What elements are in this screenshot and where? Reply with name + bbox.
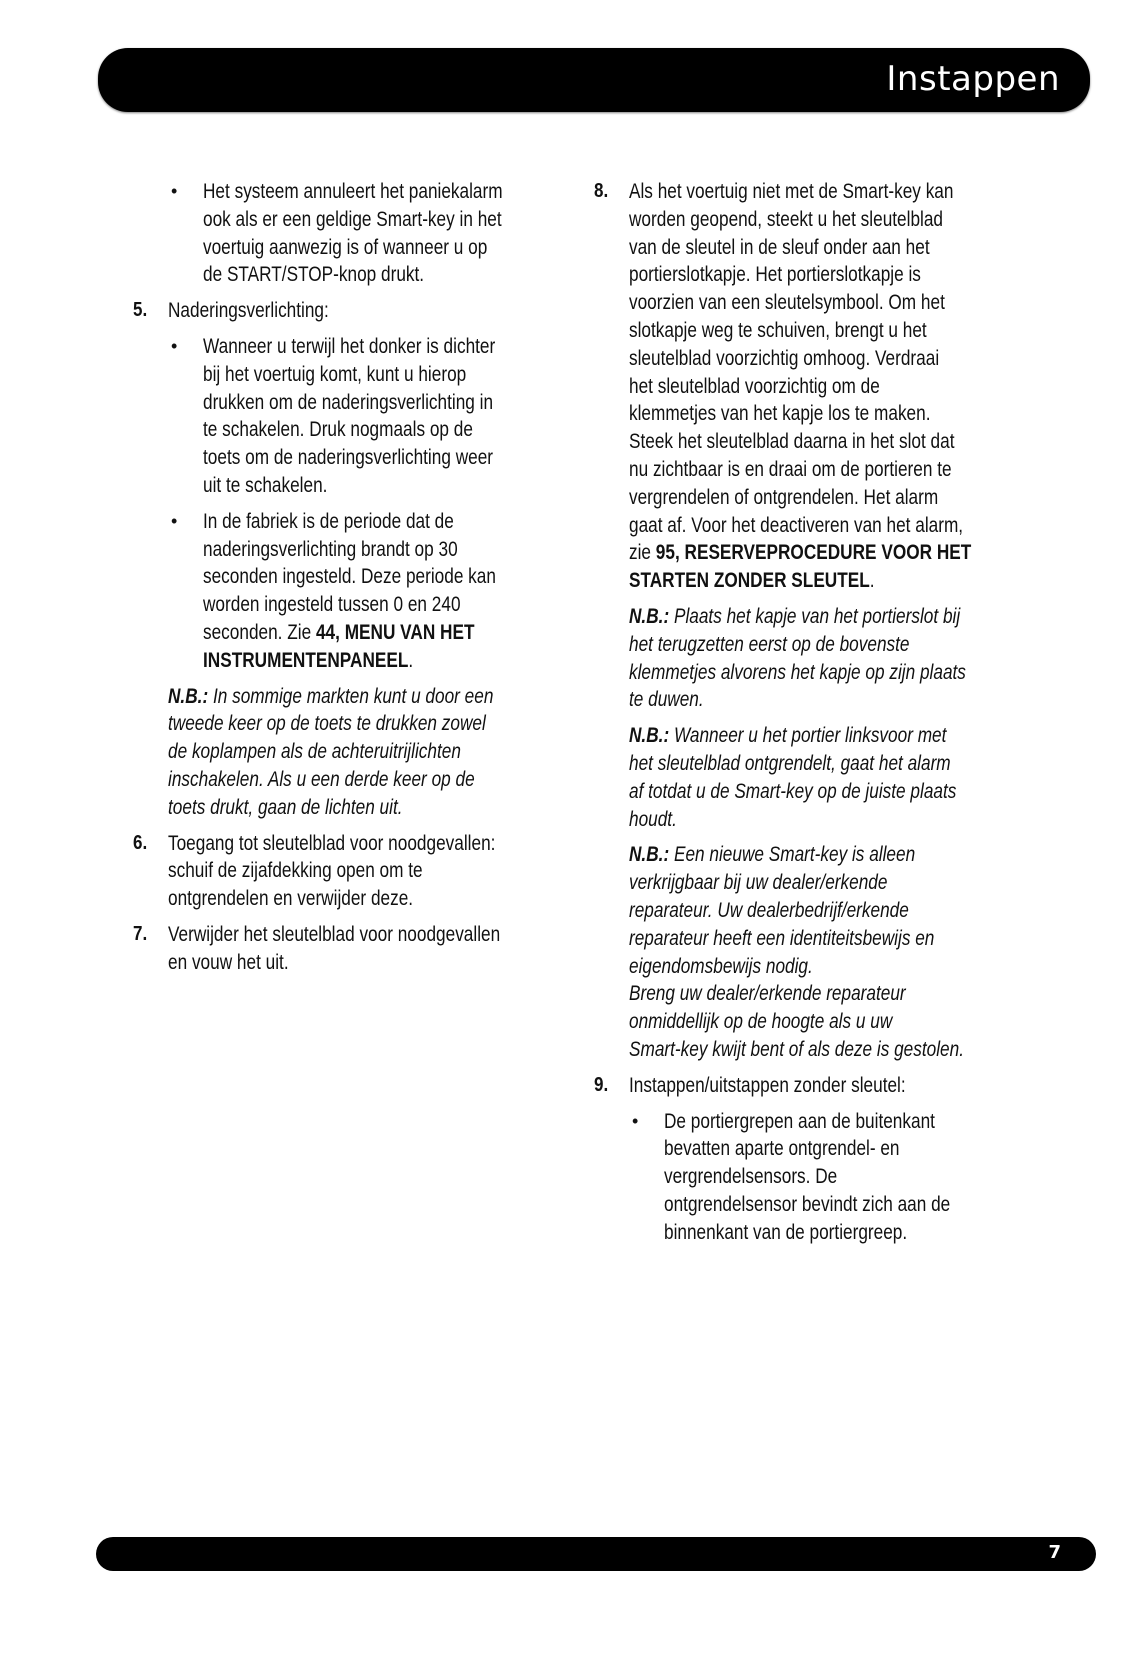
note-label: N.B.:: [168, 684, 209, 708]
note-first-line: N.B.: In sommige markten kunt u door een: [168, 684, 494, 708]
note-label: N.B.:: [629, 724, 670, 748]
text-line: verkrijgbaar bij uw dealer/erkende: [629, 871, 888, 895]
section-header-bar: [98, 48, 1090, 112]
text-line: te schakelen. Druk nogmaals op de: [203, 418, 473, 442]
item-number: 7.: [133, 922, 148, 945]
item-text: [168, 921, 573, 977]
cross-reference-line: STARTEN ZONDER SLEUTEL.: [629, 569, 875, 593]
text-line: Het systeem annuleert het paniekalarm: [203, 180, 503, 203]
page-number: 7: [1048, 1542, 1061, 1563]
note-text: [629, 750, 1044, 833]
note-headlamps: [133, 683, 573, 822]
list-item-6: [133, 830, 573, 913]
note-first-line: N.B.: Wanneer u het portier linksvoor met: [629, 724, 947, 748]
bullet-text: [664, 1108, 1044, 1247]
text-line: Als het voertuig niet met de Smart-key kan: [629, 180, 954, 203]
note-first-line: N.B.: Een nieuwe Smart-key is alleen: [629, 843, 916, 867]
text-line: het sleutelblad voorzichtig om de: [629, 374, 880, 398]
note-lock-cap: [594, 603, 1044, 714]
text-line: eigendomsbewijs nodig.: [629, 954, 813, 978]
text-line: reparateur heeft een identiteitsbewijs en: [629, 926, 935, 950]
text-line: klemmetjes alvorens het kapje op zijn plaats: [629, 660, 966, 684]
text-line: sleutelblad voorzichtig omhoog. Verdraai: [629, 346, 940, 370]
item-number: 8.: [594, 180, 609, 202]
cross-reference-line: zie 95, RESERVEPROCEDURE VOOR HET: [629, 541, 972, 565]
text-line: klemmetjes van het kapje los te maken.: [629, 402, 931, 426]
cross-reference-line: seconden. Zie 44, MENU VAN HET: [203, 620, 475, 644]
page-footer-bar: [96, 1537, 1096, 1571]
text-line: uit te schakelen.: [203, 473, 328, 497]
text-line: slotkapje weg te schuiven, brengt u het: [629, 318, 927, 342]
cross-reference-link[interactable]: 44, MENU VAN HET: [315, 620, 475, 644]
item-number: 9.: [594, 1073, 609, 1096]
text-line: Steek het sleutelblad daarna in het slot dat: [629, 430, 955, 454]
list-item-5: [133, 297, 573, 325]
bullet-text: [203, 178, 573, 289]
text-line: worden geopend, steekt u het sleutelblad: [629, 207, 944, 231]
bullet-text: [203, 508, 573, 619]
item-text: [629, 178, 1044, 539]
item-title: Instappen/uitstappen zonder sleutel:: [629, 1073, 906, 1097]
text-line: vergrendelsensors. De: [664, 1165, 838, 1189]
bullet-icon: •: [632, 1110, 639, 1131]
item-title: Naderingsverlichting:: [168, 299, 329, 323]
text-line: inschakelen. Als u een derde keer op de: [168, 767, 475, 791]
text-line: Toegang tot sleutelblad voor noodgevallen:: [168, 831, 496, 855]
text-line: te duwen.: [629, 688, 704, 712]
text-line: ontgrendelen en verwijder deze.: [168, 887, 414, 911]
text-line: portierslotkapje. Het portierslotkapje is: [629, 263, 921, 287]
item-number: 6.: [133, 831, 148, 854]
bullet-icon: •: [171, 510, 178, 531]
bullet-icon: •: [171, 181, 178, 201]
text-line: de koplampen als de achteruitrijlichten: [168, 740, 461, 764]
bullet-door-handle-sensors: [594, 1108, 1044, 1247]
text-line: Wanneer u terwijl het donker is dichter: [203, 334, 496, 358]
cross-reference-link[interactable]: INSTRUMENTENPANEEL: [203, 648, 409, 672]
cross-reference-link[interactable]: 95, RESERVEPROCEDURE VOOR HET: [655, 541, 972, 565]
text-line: vergrendelen of ontgrendelen. Het alarm: [629, 485, 939, 509]
cross-reference-line: INSTRUMENTENPANEEL.: [203, 648, 414, 672]
text-line: De portiergrepen aan de buitenkant: [664, 1109, 935, 1133]
note-alarm: [594, 722, 1044, 833]
text-line: gaat af. Voor het deactiveren van het alarm,: [629, 513, 964, 537]
text-line: het sleutelblad ontgrendelt, gaat het alarm: [629, 751, 951, 775]
text-line: onmiddellijk op de hoogte als u uw: [629, 1010, 893, 1034]
text-line: toets drukt, gaan de lichten uit.: [168, 795, 403, 819]
bullet-panic-alarm: [133, 178, 573, 289]
text-line: In de fabriek is de periode dat de: [203, 509, 454, 533]
text-line: en vouw het uit.: [168, 950, 289, 974]
text-line: reparateur. Uw dealerbedrijf/erkende: [629, 898, 909, 922]
text-line: het terugzetten eerst op de bovenste: [629, 632, 910, 656]
text-line: voorzien van een sleutelsymbool. Om het: [629, 291, 945, 315]
note-label: N.B.:: [629, 843, 670, 867]
text-line: Smart-key kwijt bent of als deze is gestolen.: [629, 1037, 964, 1061]
note-text: [629, 631, 1044, 714]
text-line: binnenkant van de portiergreep.: [664, 1220, 908, 1244]
text-line: nu zichtbaar is en draai om de portieren te: [629, 457, 952, 481]
item-text: [168, 830, 573, 913]
note-first-line: N.B.: Plaats het kapje van het portierslot bij: [629, 604, 961, 628]
text-line: worden ingesteld tussen 0 en 240: [203, 593, 461, 617]
text-line: ontgrendelsensor bevindt zich aan de: [664, 1192, 951, 1216]
text-line: bij het voertuig komt, kunt u hierop: [203, 362, 467, 386]
text-line: bevatten aparte ontgrendel- en: [664, 1137, 900, 1161]
left-column: [133, 178, 573, 985]
note-text: [168, 710, 573, 821]
right-column: [594, 178, 1044, 1254]
text-line: ook als er een geldige Smart-key in het: [203, 207, 502, 231]
text-line: voertuig aanwezig is of wanneer u op: [203, 235, 488, 259]
text-line: drukken om de naderingsverlichting in: [203, 390, 494, 414]
note-text: [629, 869, 1044, 1064]
text-line: van de sleutel in de sleuf onder aan het: [629, 235, 930, 259]
list-item-8: [594, 178, 1044, 595]
text-line: af totdat u de Smart-key op de juiste plaats: [629, 779, 957, 803]
text-line: toets om de naderingsverlichting weer: [203, 446, 494, 470]
text-line: naderingsverlichting brandt op 30: [203, 537, 458, 561]
bullet-approach-light-on: [133, 333, 573, 500]
text-line: seconden ingesteld. Deze periode kan: [203, 565, 496, 589]
text-line: Breng uw dealer/erkende reparateur: [629, 982, 906, 1006]
item-number: 5.: [133, 299, 148, 322]
section-title: Instappen: [886, 59, 1060, 99]
text-line: schuif de zijafdekking open om te: [168, 859, 423, 883]
list-item-7: [133, 921, 573, 977]
text-line: Verwijder het sleutelblad voor noodgevallen: [168, 922, 501, 946]
note-new-smart-key: [594, 841, 1044, 1063]
bullet-text: [203, 333, 573, 500]
note-label: N.B.:: [629, 604, 670, 628]
text-line: tweede keer op de toets te drukken zowel: [168, 712, 486, 736]
text-line: de START/STOP-knop drukt.: [203, 263, 425, 287]
bullet-icon: •: [171, 335, 178, 356]
bullet-approach-light-period: [133, 508, 573, 675]
text-line: houdt.: [629, 807, 677, 831]
list-item-9: [594, 1072, 1044, 1100]
cross-reference-link[interactable]: STARTEN ZONDER SLEUTEL: [629, 569, 870, 593]
